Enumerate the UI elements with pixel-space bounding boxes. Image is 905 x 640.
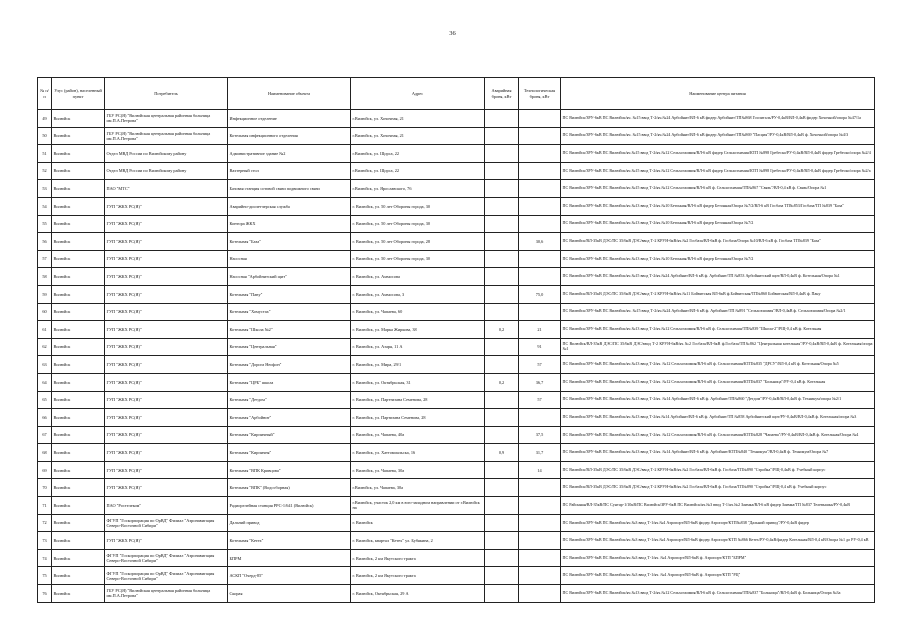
consumer-cell: ГУП "ЖКХ РС(Я)" xyxy=(105,479,228,497)
table-header-row xyxy=(38,78,875,110)
technological-reserve-cell xyxy=(519,409,561,427)
technological-reserve-cell xyxy=(519,162,561,180)
technological-reserve-cell: 21 xyxy=(519,321,561,339)
power-source-cell: ПС Вилюйск/ЗРУ-6кВ ПС Вилюйск/яч.№13 ввод Т-2/яч.№14 Арбойнит/ВЛ-6 кВ ф. Арбойнит/ТП №858 Арбойнитский щит/РУ-0,4кВ/ВЛ-0,4кВ ф. Котельная/опора №3 xyxy=(561,409,875,427)
technological-reserve-cell xyxy=(519,479,561,497)
emergency-reserve-cell xyxy=(485,215,519,233)
row-number: 63 xyxy=(38,356,52,374)
emergency-reserve-cell xyxy=(485,409,519,427)
power-source-cell: ПС Вилюйск/ЗРУ-6кВ ПС Вилюйск/яч.№13 ввод Т-2/яч.№10 Бетонная/ВЛ-6 кВ фидер Бетонная/Опора №7/2/ВЛ-6 кВ Госбаза ТП№853/Госбаза/ТП №839 "База" xyxy=(561,197,875,215)
object-cell: Котельная "База" xyxy=(228,233,351,251)
emergency-reserve-cell xyxy=(485,479,519,497)
table-row xyxy=(38,567,875,585)
object-cell: Радиорелейная станция РРС-1/641 (Вилюйск) xyxy=(228,497,351,515)
location-cell: Вилюйск xyxy=(52,250,105,268)
consumer-cell: ГБУ РС(Я) "Вилюйская центральная районная больница им.П.А.Петрова" xyxy=(105,585,228,603)
row-number: 73 xyxy=(38,532,52,550)
power-source-cell: ПС Вилюйск/ЗРУ-6кВ ПС Вилюйск/яч.№13 ввод Т-2/яч. №12 Сельхозхимия/ВЛ-6 кВ ф. Сельхозхимия/КТП№828 "Чапаева"/РУ-0,4кВ/ВЛ-0,4кВ ф. Котельная/Опора №4 xyxy=(561,426,875,444)
emergency-reserve-cell xyxy=(485,461,519,479)
emergency-reserve-cell xyxy=(485,162,519,180)
object-cell: БПРМ xyxy=(228,549,351,567)
consumer-cell: ГУП "ЖКХ РС(Я)" xyxy=(105,303,228,321)
address-cell: г.Вилюйск, участок 2,0 км в юго-западном направлении от г.Вилюйск на xyxy=(351,497,485,515)
object-cell: Административное здание №2 xyxy=(228,145,351,163)
location-cell: Вилюйск xyxy=(52,303,105,321)
emergency-reserve-cell xyxy=(485,585,519,603)
emergency-reserve-cell xyxy=(485,268,519,286)
address-cell: г. Вилюйск, ул. Хаттомиальска, 16 xyxy=(351,444,485,462)
table-row xyxy=(38,110,875,128)
row-number: 61 xyxy=(38,321,52,339)
table-row xyxy=(38,514,875,532)
address-cell: г. Вилюйск, ул. Аммосова xyxy=(351,268,485,286)
location-cell: Вилюйск xyxy=(52,197,105,215)
table-row xyxy=(38,391,875,409)
technological-reserve-cell xyxy=(519,303,561,321)
location-cell: Вилюйск xyxy=(52,162,105,180)
emergency-reserve-cell xyxy=(485,497,519,515)
location-cell: Вилюйск xyxy=(52,145,105,163)
emergency-reserve-cell xyxy=(485,426,519,444)
emergency-reserve-cell xyxy=(485,233,519,251)
row-number: 60 xyxy=(38,303,52,321)
address-cell: г. Вилюйск, 2 км Якутского тракта xyxy=(351,567,485,585)
table-row xyxy=(38,338,875,356)
row-number: 52 xyxy=(38,162,52,180)
object-cell: Котельная "Кетех" xyxy=(228,532,351,550)
location-cell: Вилюйск xyxy=(52,233,105,251)
object-cell: Вахтерный стол xyxy=(228,162,351,180)
address-cell: г. Вилюйск, ул. 50 лет Обороны города, 30 xyxy=(351,215,485,233)
consumer-cell: ГУП "ЖКХ РС(Я)" xyxy=(105,268,228,286)
address-cell: г. Вилюйск, ул. 50 лет Обороны города, 30 xyxy=(351,250,485,268)
technological-reserve-cell: 57 xyxy=(519,391,561,409)
power-source-cell: ПС Вилюйск/ВЛ-35кВ ДЭС/ПС 35/6кВ ДЭС/ввод Т-2 КРУН-6кВ/яч.№2 Госбаза/ВЛ-6кВ ф. Госбаза/Опора №10/ВЛ-6 кВ ф. Госбаза ТП№839 "База" xyxy=(561,233,875,251)
table-row xyxy=(38,461,875,479)
header-cell-number: № п/п xyxy=(38,78,52,110)
location-cell: Вилюйск xyxy=(52,409,105,427)
address-cell: г. Вилюйск, ул. 50 лет Обороны города, 30 xyxy=(351,197,485,215)
technological-reserve-cell: 57 xyxy=(519,356,561,374)
location-cell: Вилюйск xyxy=(52,321,105,339)
emergency-reserve-cell xyxy=(485,303,519,321)
table-row xyxy=(38,197,875,215)
consumer-cell: ФГУП "Госкорпорация по ОрВД" Филиал "Аэронавигация Северо-Восточной Сибири" xyxy=(105,514,228,532)
row-number: 62 xyxy=(38,338,52,356)
technological-reserve-cell xyxy=(519,145,561,163)
row-number: 58 xyxy=(38,268,52,286)
row-number: 69 xyxy=(38,461,52,479)
consumer-cell: ПАО "Ростелеком" xyxy=(105,497,228,515)
table-row xyxy=(38,127,875,145)
row-number: 66 xyxy=(38,409,52,427)
header-cell-consumer: Потребитель xyxy=(105,78,228,110)
consumer-cell: ГУП "ЖКХ РС(Я)" xyxy=(105,426,228,444)
power-source-cell: ПС Вилюйск/ЗРУ-6кВ ПС Вилюйск/яч.№15 ввод Т-2/яч.№24 Арбойнит/ВЛ-6 кВ ф. Арбойнит/ТП №853 Арбойнитский щит/ВЛ-0,4кВ ф. Котельная/Опора №1 xyxy=(561,268,875,286)
consumer-cell: Отдел МВД России по Вилюйскому району xyxy=(105,145,228,163)
consumer-cell: ФГУП "Госкорпорация по ОрВД" Филиал "Аэронавигация Северо-Восточной Сибири" xyxy=(105,549,228,567)
address-cell: г. Вилюйск, ул. Парттизана Семенова, 28 xyxy=(351,391,485,409)
header-cell-technological-reserve: Технологическая броня, кВт xyxy=(519,78,561,110)
technological-reserve-cell: 36,7 xyxy=(519,373,561,391)
power-source-cell: ПС Вилюйск/ВЛ-35кВ ДЭС/ПС 35/6кВ ДЭС/ввод Т-2 КРУН-6кВ/яч.№2 Госбаза/ВЛ-6кВ ф. Госбаза/ТП№890 "Стройка"/РЩ-0,4 кВ ф. Учебный корпус xyxy=(561,479,875,497)
object-cell: Котельная "Хомустах" xyxy=(228,303,351,321)
object-cell: Котельная "Кирпичня" xyxy=(228,444,351,462)
address-cell: г.Вилюйск, ул. Хочочная, 21 xyxy=(351,127,485,145)
consumer-cell: Отдел МВД России по Вилюйскому району xyxy=(105,162,228,180)
technological-reserve-cell xyxy=(519,215,561,233)
consumer-cell: ГУП "ЖКХ РС(Я)" xyxy=(105,461,228,479)
power-source-cell: ПС Вилюйск/ЗРУ-6кВ ПС Вилюйск/яч.№3 ввод Т-1/яч. №4 Аэропорт/ВЛ-6кВ ф. Аэропорт/КТП "РЦ" xyxy=(561,567,875,585)
location-cell: Вилюйск xyxy=(52,180,105,198)
object-cell: АСКП "Очерд-85" xyxy=(228,567,351,585)
table-row xyxy=(38,532,875,550)
object-cell: Аварийно-диспетчерская служба xyxy=(228,197,351,215)
row-number: 59 xyxy=(38,285,52,303)
technological-reserve-cell xyxy=(519,497,561,515)
row-number: 75 xyxy=(38,567,52,585)
address-cell: г.Вилюйск, ул. Чапаева, 30а xyxy=(351,479,485,497)
address-cell: г. Вилюйск, ул. 50 лет Обороны города, 28 xyxy=(351,233,485,251)
location-cell: Вилюйск xyxy=(52,567,105,585)
consumer-cell: ГУП "ЖКХ РС(Я)" xyxy=(105,532,228,550)
table-row xyxy=(38,549,875,567)
location-cell: Вилюйск xyxy=(52,444,105,462)
row-number: 70 xyxy=(38,479,52,497)
technological-reserve-cell xyxy=(519,567,561,585)
row-number: 76 xyxy=(38,585,52,603)
address-cell: г. Вилюйск, 2 км Якутского тракта xyxy=(351,549,485,567)
emergency-reserve-cell xyxy=(485,549,519,567)
address-cell: г. Вилюйск, ул. Аммосова, 3 xyxy=(351,285,485,303)
location-cell: Вилюйск xyxy=(52,373,105,391)
address-cell: г. Вилюйск, Октябрьская, 29 А xyxy=(351,585,485,603)
table-row xyxy=(38,373,875,391)
power-source-cell: ПС Вилюйск/ЗРУ-6кВ ПС Вилюйск/яч.№15 ввод Т-2/яч.№12 Сельхозхимия/ВЛ-6 кВ фидер Сельхозхимия/КТП №898 Гребеско/РУ-0,4кВ/ВЛ-0,4кВ фидер Гребеско/опора №2/а xyxy=(561,162,875,180)
table-row xyxy=(38,250,875,268)
consumer-cell: ПАО "МТС" xyxy=(105,180,228,198)
page-number: 36 xyxy=(449,30,456,37)
table-row xyxy=(38,444,875,462)
power-source-cell: ПС Вилюйск/ЗРУ-6кВ ПС Вилюйск/яч.№3 ввод Т-1/яч. №4 Аэропорт/ВЛ-6кВ ф. Аэропорт/КТП "БПРМ" xyxy=(561,549,875,567)
row-number: 74 xyxy=(38,549,52,567)
row-number: 64 xyxy=(38,373,52,391)
object-cell: Котельная "Пану" xyxy=(228,285,351,303)
table-row xyxy=(38,215,875,233)
row-number: 56 xyxy=(38,233,52,251)
power-source-cell: ПС Вилюйск/ЗРУ-6кВ ПС Вилюйск/яч.№15 ввод Т-2/яч.№12 Сельхозхимия/ВЛ-6 кВ фидер Сельхозхимия/КТП №898 Гребеско/РУ-0,4кВ/ВЛ-0,4кВ фидер Гребеско/опора №2/4 xyxy=(561,145,875,163)
row-number: 68 xyxy=(38,444,52,462)
power-source-cell: ПС Вилюйск/ЗРУ-6кВ ПС Вилюйск/яч. №15 ввод Т-2/яч.№24 Арбойнит/ВЛ-6 кВ фидер Арбойнит/ТП№869 "Пасция"/РУ-0,4кВ/ВЛ-0,4кВ ф. Хочочной/опора №4/3 xyxy=(561,127,875,145)
object-cell: Котельная "Центральная" xyxy=(228,338,351,356)
table-row xyxy=(38,321,875,339)
object-cell: Котельная "ВПК" (Водосборная) xyxy=(228,479,351,497)
row-number: 72 xyxy=(38,514,52,532)
table-row xyxy=(38,426,875,444)
consumer-cell: ГУП "ЖКХ РС(Я)" xyxy=(105,409,228,427)
consumer-cell: ГБУ РС(Я) "Вилюйская центральная районная больница им.П.А.Петрова" xyxy=(105,110,228,128)
consumer-cell: ГУП "ЖКХ РС(Я)" xyxy=(105,356,228,374)
row-number: 57 xyxy=(38,250,52,268)
object-cell: Скорая xyxy=(228,585,351,603)
consumer-cell: ГУП "ЖКХ РС(Я)" xyxy=(105,373,228,391)
consumer-cell: ГУП "ЖКХ РС(Я)" xyxy=(105,444,228,462)
location-cell: Вилюйск xyxy=(52,356,105,374)
address-cell: г.Вилюйск, ул. Ярославского, 76 xyxy=(351,180,485,198)
power-source-cell: ПС Вилюйск/ЗРУ-6кВ ПС Вилюйск/яч.№13 ввод Т-2/яч.№10 Бетонная/ВЛ-6 кВ фидер Бетонная/Опора №7/2 xyxy=(561,250,875,268)
table-row xyxy=(38,162,875,180)
power-source-cell: ПС Вилюйск/ЗРУ-6кВ ПС Вилюйск/яч.№13 ввод Т-2/яч.№10 Бетонная/ВЛ-6 кВ фидер Бетонная/Опора №7/2 xyxy=(561,215,875,233)
emergency-reserve-cell xyxy=(485,250,519,268)
object-cell: Инфекционное отделение xyxy=(228,110,351,128)
row-number: 65 xyxy=(38,391,52,409)
emergency-reserve-cell: 0,9 xyxy=(485,444,519,462)
location-cell: Вилюйск xyxy=(52,461,105,479)
emergency-reserve-cell xyxy=(485,338,519,356)
power-source-cell: ПС Вилюйск/ЗРУ-6кВ ПС Вилюйск/яч. №15 ввод Т-2/яч.№24 Арбойнит/ВЛ-6 кВ фидер Арбойнит/ТП№868 Госпиталь/РУ-0,4кВ/ВЛ-0,4кВ фидер Хочочной/опора №47/1а xyxy=(561,110,875,128)
consumer-cell: ГУП "ЖКХ РС(Я)" xyxy=(105,197,228,215)
table-row xyxy=(38,180,875,198)
location-cell: Вилюйск xyxy=(52,268,105,286)
header-cell-object: Наименование объекта xyxy=(228,78,351,110)
technological-reserve-cell: 91 xyxy=(519,338,561,356)
technological-reserve-cell xyxy=(519,549,561,567)
object-cell: Насосная "Арбойнитский щит" xyxy=(228,268,351,286)
power-source-cell: ПС Вилюйск/ВЛ-35кВ ДЭС/ПС 35/6кВ ДЭС/ввод Т-2 КРУН-6кВ/яч.№11 Бойвитская ВЛ-6кВ ф.Бойвитская/ТП№860 Бойвитская/ВЛ-0,4кВ ф. Пану xyxy=(561,285,875,303)
location-cell: Вилюйск xyxy=(52,426,105,444)
technological-reserve-cell: 75,0 xyxy=(519,285,561,303)
location-cell: Вилюйск xyxy=(52,127,105,145)
power-source-cell: ПС Вилюйск/ЗРУ-6кВ ПС Вилюйск/яч.№3 ввод Т-1/яч.№4 Аэропорт/ВЛ-6кВ фидер Аэропорт/КТП №866 Кетех/РУ-0,4кВ/фидер Котельная/ВЛ-0,4 кВ/Опора №1 до РУ-0,4 кВ xyxy=(561,532,875,550)
table-row xyxy=(38,356,875,374)
location-cell: Вилюйск xyxy=(52,532,105,550)
table-body xyxy=(38,110,875,603)
power-source-cell: ПС Вилюйск/ЗРУ-6кВ ПС Вилюйск/яч.№13 ввод Т-2/яч.№12 Сельхозхимия/ВЛ-6 кВ ф. Сельхозхимия/ТП№839 "Школа-2"/РЩ-0,4 кВ ф. Котельная xyxy=(561,321,875,339)
object-cell: Насосная xyxy=(228,250,351,268)
technological-reserve-cell xyxy=(519,585,561,603)
address-cell: г. Вилюйск, ул. Мира, 29/1 xyxy=(351,356,485,374)
technological-reserve-cell xyxy=(519,197,561,215)
power-supply-table xyxy=(37,77,875,603)
consumer-cell: ФГУП "Госкорпорация по ОрВД" Филиал "Аэронавигация Северо-Восточной Сибири" xyxy=(105,567,228,585)
technological-reserve-cell: 30,6 xyxy=(519,233,561,251)
consumer-cell: ГБУ РС(Я) "Вилюйская центральная районная больница им.П.А.Петрова" xyxy=(105,127,228,145)
row-number: 54 xyxy=(38,197,52,215)
emergency-reserve-cell xyxy=(485,180,519,198)
table-row xyxy=(38,268,875,286)
power-source-cell: ПС Вилюйск/ЗРУ-6кВ ПС Вилюйск/яч.№13 ввод Т-2/яч. №12 Сельхозхимия/ВЛ-6 кВ ф. Сельхозхимия/КТП№835 "ДРСУ"/ВЛ-0,4 кВ ф. Котельная/Опора №5 xyxy=(561,356,875,374)
row-number: 67 xyxy=(38,426,52,444)
emergency-reserve-cell xyxy=(485,514,519,532)
emergency-reserve-cell: 0,2 xyxy=(485,373,519,391)
power-source-cell: ПС Вилюйск/ВЛ-35кВ ДЭС/ПС 35/6кВ ДЭС/ввод Т-2 КРУН-6кВ/яч.№2 Госбаза/ВЛ-6кВ ф.Госбаза/ТП№862 "Центральная котельная"/РУ-0,4кВ/ВЛ-0,4кВ ф. Котельная/опора №1 xyxy=(561,338,875,356)
location-cell: Вилюйск xyxy=(52,479,105,497)
row-number: 49 xyxy=(38,110,52,128)
emergency-reserve-cell xyxy=(485,391,519,409)
object-cell: Котельная "Арбойнит" xyxy=(228,409,351,427)
address-cell: г. Вилюйск, ул. Чапаева, 40а xyxy=(351,426,485,444)
power-source-cell: ПС Вилюйск/ЗРУ-6кВ ПС Вилюйск/яч.№13 ввод Т-2/яч. №12 Сельхозхимия/ВЛ-6 кВ ф. Сельхозхимия/КТП№837 "Больница"/РУ-0,4 кВ ф. Котельная xyxy=(561,373,875,391)
object-cell: Котельная "Детдом" xyxy=(228,391,351,409)
row-number: 51 xyxy=(38,145,52,163)
technological-reserve-cell xyxy=(519,180,561,198)
technological-reserve-cell xyxy=(519,110,561,128)
location-cell: Вилюйск xyxy=(52,391,105,409)
header-cell-emergency-reserve: Аварийная броня, кВт xyxy=(485,78,519,110)
table-row xyxy=(38,497,875,515)
location-cell: Вилюйск xyxy=(52,215,105,233)
header-cell-address: Адрес xyxy=(351,78,485,110)
header-cell-location: Улус (район), населенный пункт xyxy=(52,78,105,110)
technological-reserve-cell xyxy=(519,532,561,550)
address-cell: г.Вилюйск, ул. Хочочная, 21 xyxy=(351,110,485,128)
emergency-reserve-cell xyxy=(485,285,519,303)
object-cell: Котельная инфекционного отделения xyxy=(228,127,351,145)
power-source-cell: ПС Вилюйск/ЗРУ-6кВ ПС Вилюйск/яч.№3 ввод Т-1/яч.№4 Аэропорт/ВЛ-6кВ фидер Аэропорт/КТП№838 "Дальний привод"/РУ-0,4кВ фидер xyxy=(561,514,875,532)
consumer-cell: ГУП "ЖКХ РС(Я)" xyxy=(105,321,228,339)
emergency-reserve-cell xyxy=(485,567,519,585)
object-cell: Контора ЖКХ xyxy=(228,215,351,233)
table-row xyxy=(38,285,875,303)
emergency-reserve-cell xyxy=(485,532,519,550)
table-row xyxy=(38,233,875,251)
address-cell: г. Вилюйск, ул. Чапаева, 30а xyxy=(351,461,485,479)
technological-reserve-cell xyxy=(519,250,561,268)
consumer-cell: ГУП "ЖКХ РС(Я)" xyxy=(105,285,228,303)
address-cell: г. Вилюйск, ул. Октябрьская, 31 xyxy=(351,373,485,391)
row-number: 50 xyxy=(38,127,52,145)
object-cell: Котельная "Школа №2" xyxy=(228,321,351,339)
object-cell: Котельная "Кирпичный" xyxy=(228,426,351,444)
location-cell: Вилюйск xyxy=(52,110,105,128)
object-cell: Котельная "ВПК Кривцова" xyxy=(228,461,351,479)
object-cell: Базовая станция сотовой связи подвижного связи xyxy=(228,180,351,198)
technological-reserve-cell xyxy=(519,514,561,532)
table-row xyxy=(38,479,875,497)
address-cell: г. Вилюйск, ул. Марка Жиркова, 38 xyxy=(351,321,485,339)
address-cell: г. Вилюйск, квартал "Кетех" ул. Бубякина, 2 xyxy=(351,532,485,550)
table-row xyxy=(38,409,875,427)
emergency-reserve-cell xyxy=(485,356,519,374)
consumer-cell: ГУП "ЖКХ РС(Я)" xyxy=(105,233,228,251)
address-cell: г. Вилюйск, ул. Партизана Семенова, 28 xyxy=(351,409,485,427)
power-source-cell: ПС Вилюйск/ВЛ-35кВ ДЭС/ПС 35/6кВ ДЭС/ввод Т-2 КРУН-6кВ/яч.№2 Госбаза/ВЛ-6кВ ф. Госбаза/ТП№890 "Стройка"/РЩ-0,4кВ ф. Учебный корпус xyxy=(561,461,875,479)
table-row xyxy=(38,145,875,163)
emergency-reserve-cell xyxy=(485,197,519,215)
address-cell: г. Вилюйск, ул. Чапаева, 60 xyxy=(351,303,485,321)
location-cell: Вилюйск xyxy=(52,549,105,567)
address-cell: г. Вилюйск, ул. Азаря, 11 А xyxy=(351,338,485,356)
address-cell: г. Вилюйск xyxy=(351,514,485,532)
consumer-cell: ГУП "ЖКХ РС(Я)" xyxy=(105,215,228,233)
technological-reserve-cell: 37,5 xyxy=(519,426,561,444)
table-row xyxy=(38,585,875,603)
power-source-cell: ПС Вилюйск/ЗРУ-6кВ ПС Вилюйск/яч. №15 ввод Т-2/яч.№24 Арбойнит/ВЛ-6 кВ ф. Арбойнит/ТП №891 "Сельхозхимия"/ВЛ-0,4кВ ф. Сельхозхимия/Опора №2/1 xyxy=(561,303,875,321)
row-number: 53 xyxy=(38,180,52,198)
location-cell: Вилюйск xyxy=(52,514,105,532)
header-cell-power-source: Наименование центра питания xyxy=(561,78,875,110)
power-source-cell: ПС Вилюйск/ЗРУ-6кВ ПС Вилюйск/яч.№13 ввод Т-2/яч. №14 Арбойнит/ВЛ-6 кВ ф. Арбойнит/ТП№860 "Детдом"/РУ-0,4кВ/ВЛ-0,4кВ ф. Техникум/опора №2/1 xyxy=(561,391,875,409)
power-source-cell: ПС Вилюйск/ЗРУ-6кВ ПС Вилюйск/яч.№13 ввод Т-2/яч. №14 Арбойнит/ВЛ-6 кВ ф. Арбойнит/КТП№840 "Техникум"/ВЛ-0,4кВ ф. Техникум/Опора №7 xyxy=(561,444,875,462)
object-cell: Котельная "Дорога Неофон" xyxy=(228,356,351,374)
location-cell: Вилюйск xyxy=(52,285,105,303)
power-source-cell: ПС Вилюйск/ЗРУ-6кВ ПС Вилюйск/яч.№15 ввод Т-2/яч.№12 Сельхозхимия/ВЛ-6 кВ ф. Сельхозхимия/ТП№867 "Связь"/ВЛ-0,4 кВ ф. Связь/Опора №1 xyxy=(561,180,875,198)
technological-reserve-cell xyxy=(519,127,561,145)
emergency-reserve-cell xyxy=(485,127,519,145)
row-number: 55 xyxy=(38,215,52,233)
location-cell: Вилюйск xyxy=(52,585,105,603)
technological-reserve-cell xyxy=(519,268,561,286)
row-number: 71 xyxy=(38,497,52,515)
emergency-reserve-cell xyxy=(485,145,519,163)
emergency-reserve-cell xyxy=(485,110,519,128)
location-cell: Вилюйск xyxy=(52,497,105,515)
table-row xyxy=(38,303,875,321)
object-cell: Котельная "ЦРБ" школа xyxy=(228,373,351,391)
location-cell: Вилюйск xyxy=(52,338,105,356)
emergency-reserve-cell: 0,2 xyxy=(485,321,519,339)
address-cell: г.Вилюйск, ул. Щорса, 22 xyxy=(351,145,485,163)
power-source-cell: ПС Вилюйск/ЗРУ-6кВ ПС Вилюйск/яч.№13 ввод Т-2/яч.№12 Сельхозхимия/ВЛ-6 кВ ф. Сельхозхимия/ТП№837 "Больница"/ВЛ-0,4кВ ф. Больница/Опора №3а xyxy=(561,585,875,603)
object-cell: Дальний привод xyxy=(228,514,351,532)
technological-reserve-cell: 14 xyxy=(519,461,561,479)
consumer-cell: ГУП "ЖКХ РС(Я)" xyxy=(105,391,228,409)
consumer-cell: ГУП "ЖКХ РС(Я)" xyxy=(105,250,228,268)
power-source-cell: ПС Районная/ВЛ-35кВ/ПС Сунтар-1/10кВ/ПС Вилюйск/ЗРУ-6кВ ПС Вилюйск/яч.№3 ввод Т-1/яч.№2 Заимка/ВЛ-6 кВ фидер Заимка/ТП №837 Телевышка/РУ-0,4кВ xyxy=(561,497,875,515)
technological-reserve-cell: 31,7 xyxy=(519,444,561,462)
consumer-cell: ГУП "ЖКХ РС(Я)" xyxy=(105,338,228,356)
address-cell: г.Вилюйск, ул. Щорса, 22 xyxy=(351,162,485,180)
